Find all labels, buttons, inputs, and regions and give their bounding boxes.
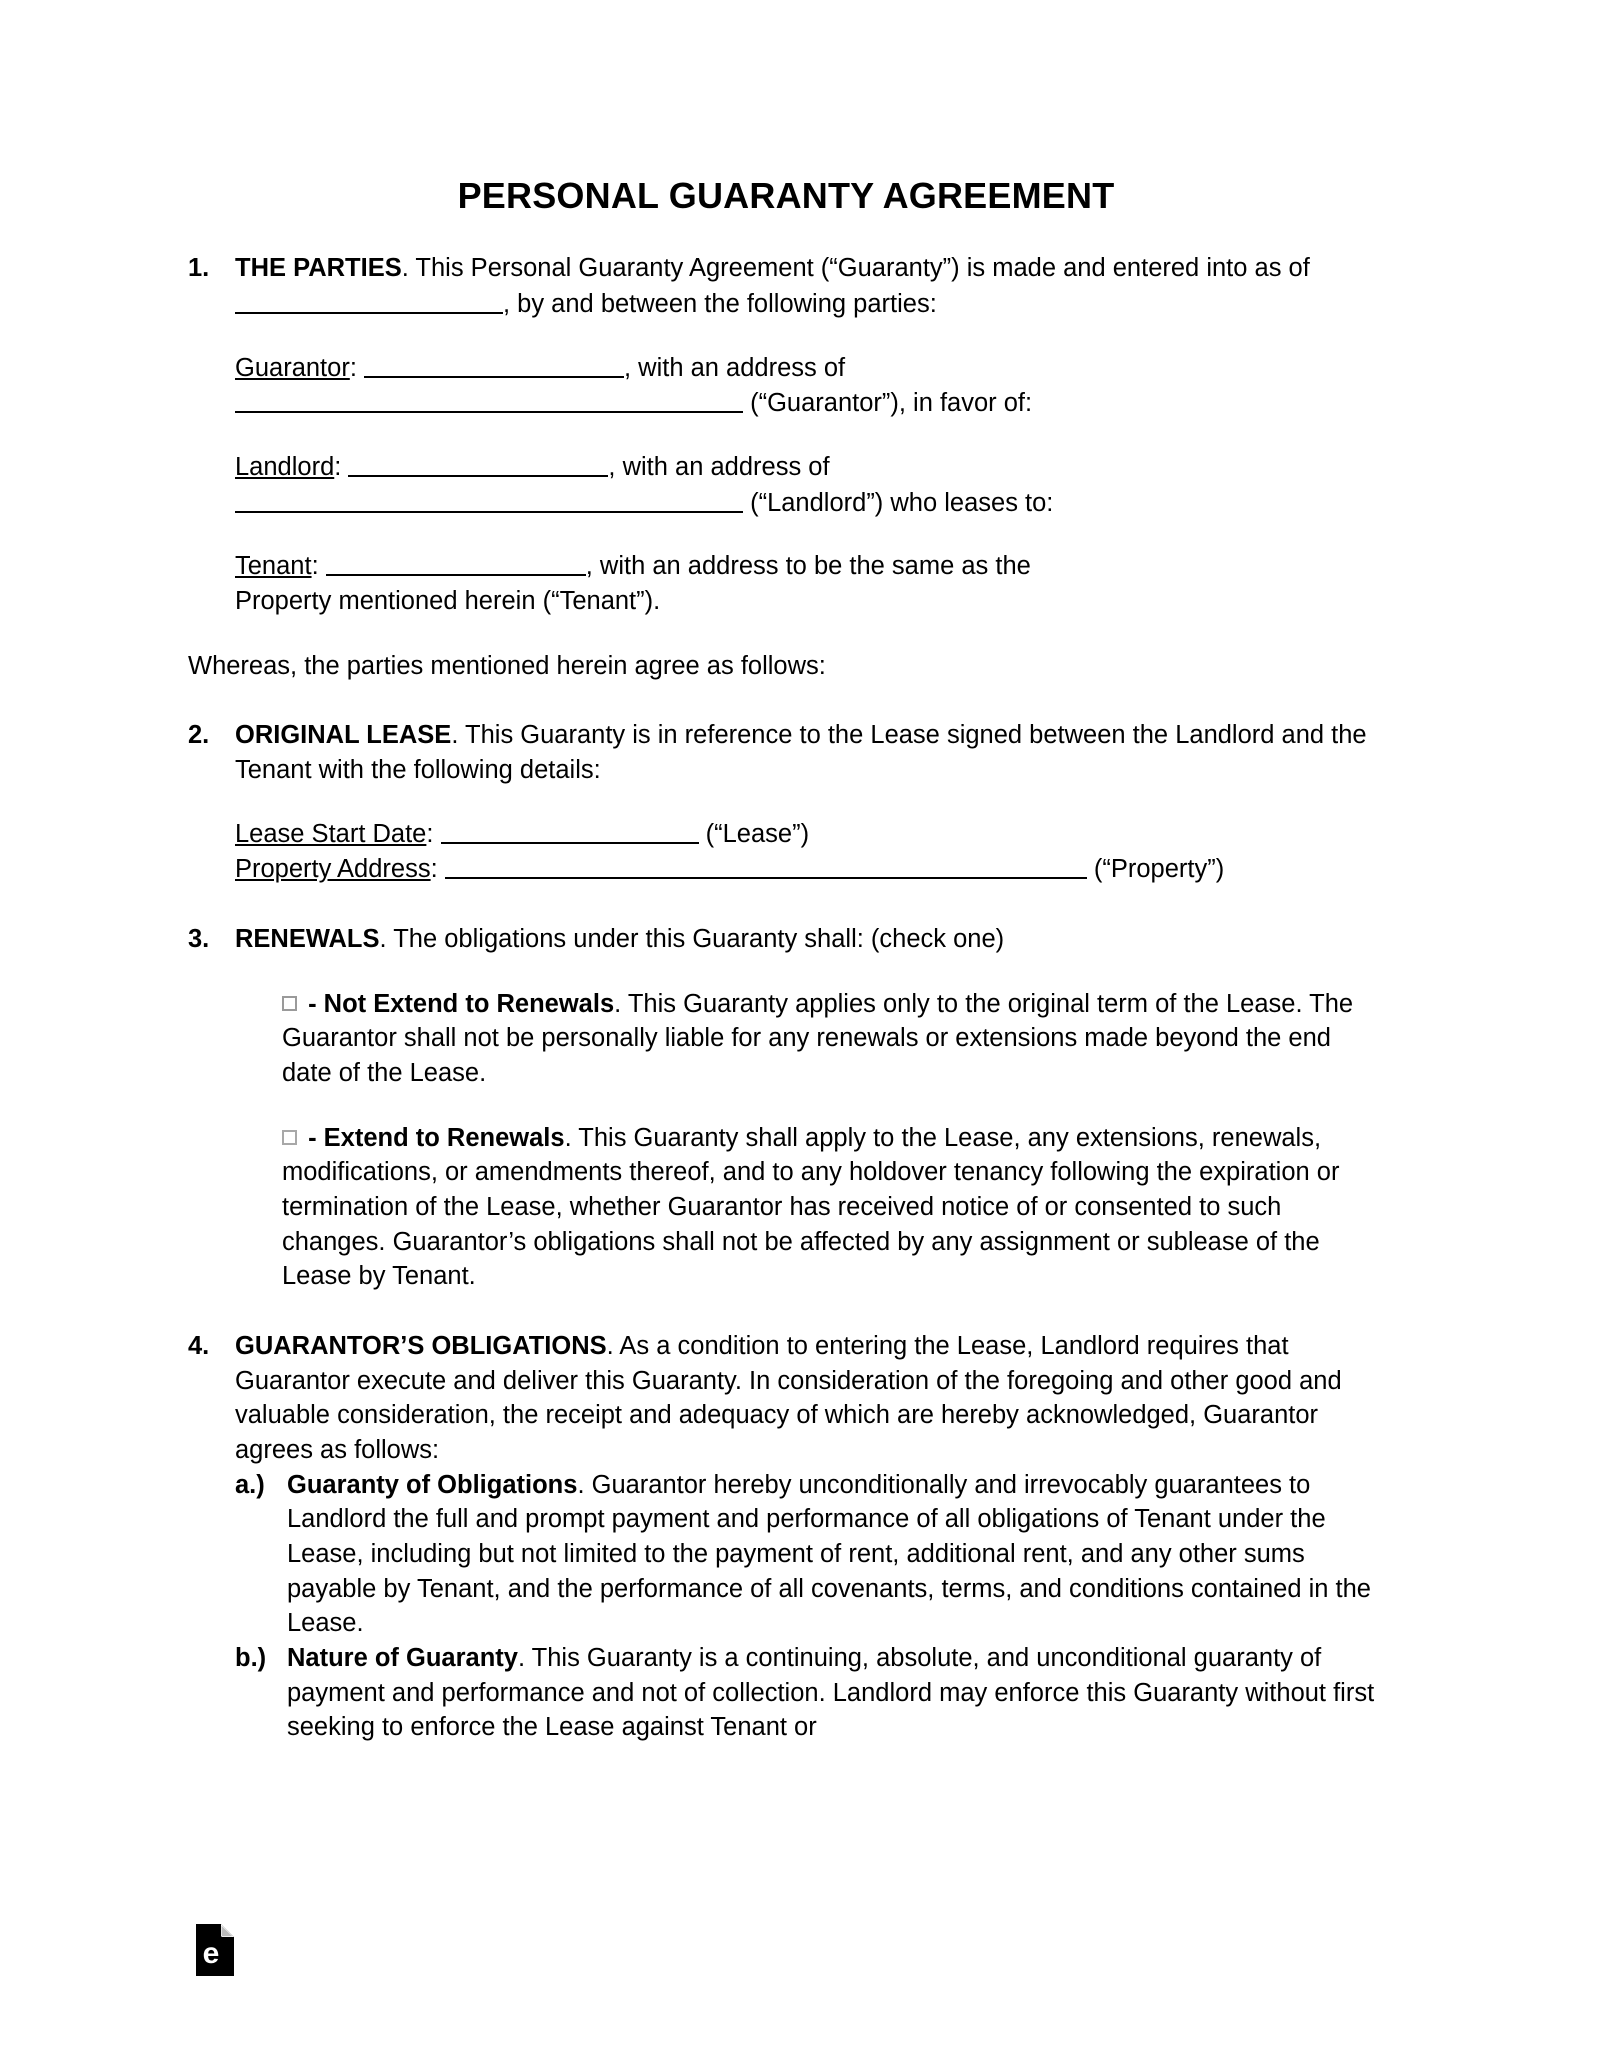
renewal-option-2-text: . This Guaranty shall apply to the Lease, any extensions, renewals, modifications, or amendments thereof, and to any holdover tenancy following the expiration or termination of the Lease, whether Guarantor has received notice of or consented to such changes. Guarantor’s obligations shall not be affected by any assignment or sublease of the Lease by Tenant. xyxy=(282,1123,1340,1291)
section-3-intro: . The obligations under this Guaranty shall: (check one) xyxy=(379,925,1005,954)
obligation-a-title: Guaranty of Obligations xyxy=(287,1470,578,1499)
renewal-option-2-label: - Extend to Renewals xyxy=(308,1123,565,1152)
section-3-heading: RENEWALS xyxy=(235,925,380,954)
obligation-a-text: . Guarantor hereby unconditionally and irrevocably guarantees to Landlord the full and prompt payment and performance of all obligations of Tenant under the Lease, including but not limited to the payment of rent, additional rent, and any other sums payable by Tenant, and the performance of all covenants, terms, and conditions contained in the Lease. xyxy=(287,1470,1371,1638)
obligation-a-body xyxy=(287,1468,1384,1641)
property-address-label: Property Address xyxy=(235,855,431,884)
guarantor-block: Guarantor: , with an address of (“Guarantor”), in favor of: xyxy=(235,350,1384,421)
section-4-body xyxy=(235,1329,1384,1468)
section-number-2: 2. xyxy=(188,721,210,750)
renewal-option-extend[interactable] xyxy=(282,1121,1384,1294)
obligation-item-a xyxy=(235,1468,1384,1641)
checkbox-icon-extend[interactable] xyxy=(282,1130,297,1145)
agreement-date-blank[interactable] xyxy=(235,286,503,314)
obligation-b-title: Nature of Guaranty xyxy=(287,1644,518,1673)
section-2-intro: . This Guaranty is in reference to the Lease signed between the Landlord and the Tenant with the following details: xyxy=(235,721,1367,785)
section-1-intro-a: . This Personal Guaranty Agreement (“Guaranty”) is made and entered into as of xyxy=(401,254,1310,283)
landlord-mid-text: , with an address of xyxy=(608,453,830,481)
obligation-item-b xyxy=(235,1641,1384,1745)
eforms-logo xyxy=(196,1924,234,1976)
renewal-option-1-label: - Not Extend to Renewals xyxy=(308,989,615,1018)
guarantor-tail-text: (“Guarantor”), in favor of: xyxy=(743,389,1033,418)
obligation-letter-a: a.) xyxy=(235,1470,265,1499)
section-guarantors-obligations xyxy=(188,1329,1384,1468)
whereas-statement: Whereas, the parties mentioned herein agree as follows: xyxy=(188,651,826,680)
property-address-tail: (“Property”) xyxy=(1086,855,1225,884)
tenant-name-blank[interactable] xyxy=(326,548,586,576)
obligation-b-body xyxy=(287,1641,1384,1745)
tenant-block: Tenant: , with an address to be the same as the Property mentioned herein (“Tenant”). xyxy=(235,548,1384,618)
tenant-mid-text: , with an address to be the same as the xyxy=(585,552,1031,581)
section-renewals xyxy=(188,922,1384,957)
renewal-option-not-extend[interactable] xyxy=(282,987,1384,1091)
lease-start-date-tail: (“Lease”) xyxy=(698,819,810,848)
section-4-intro: . As a condition to entering the Lease, Landlord requires that Guarantor execute and deliver this Guaranty. In consideration of the foregoing and other good and valuable consideration, the receipt and adequacy of which are hereby acknowledged, Guarantor agrees as follows: xyxy=(235,1332,1342,1465)
lease-details-block: Lease Start Date: (“Lease”) Property Address: (“Property”) xyxy=(235,816,1384,887)
obligation-item-a-row xyxy=(188,1468,1384,1745)
landlord-address-blank[interactable] xyxy=(235,485,743,513)
section-number-3: 3. xyxy=(188,925,210,954)
guarantor-address-blank[interactable] xyxy=(235,385,743,413)
lease-start-date-blank[interactable] xyxy=(441,816,699,844)
section-1-body xyxy=(235,251,1384,321)
section-1-heading: THE PARTIES xyxy=(235,254,402,283)
logo-letter: e xyxy=(202,1937,220,1970)
section-the-parties xyxy=(188,251,1384,321)
obligation-letter-b: b.) xyxy=(235,1644,267,1673)
section-3-body xyxy=(235,922,1384,957)
section-4-heading: GUARANTOR’S OBLIGATIONS xyxy=(235,1332,607,1361)
section-2-body xyxy=(235,718,1384,787)
obligation-b-text: . This Guaranty is a continuing, absolute, and unconditional guaranty of payment and performance and not of collection. Landlord may enforce this Guaranty without first seeking to enforce the Lease against Tenant or xyxy=(287,1644,1375,1742)
landlord-tail-text: (“Landlord”) who leases to: xyxy=(743,488,1054,517)
tenant-tail-text: Property mentioned herein (“Tenant”). xyxy=(235,587,661,616)
landlord-name-blank[interactable] xyxy=(348,449,608,477)
guarantor-label: Guarantor xyxy=(235,353,350,382)
section-2-heading: ORIGINAL LEASE xyxy=(235,721,452,750)
section-1-intro-b: , by and between the following parties: xyxy=(503,289,937,318)
property-address-blank[interactable] xyxy=(445,851,1087,879)
lease-start-date-label: Lease Start Date xyxy=(235,819,427,848)
section-number-1: 1. xyxy=(188,254,210,283)
tenant-label: Tenant xyxy=(235,552,312,581)
guarantor-name-blank[interactable] xyxy=(364,350,624,378)
landlord-block: Landlord: , with an address of (“Landlord”) who leases to: xyxy=(235,449,1384,520)
landlord-label: Landlord xyxy=(235,453,335,481)
document-content xyxy=(188,0,1384,1745)
section-number-4: 4. xyxy=(188,1332,210,1361)
guarantor-mid-text: , with an address of xyxy=(623,353,846,382)
section-original-lease xyxy=(188,718,1384,787)
page-title: PERSONAL GUARANTY AGREEMENT xyxy=(457,175,1115,216)
renewal-option-1-text: . This Guaranty applies only to the original term of the Lease. The Guarantor shall not be personally liable for any renewals or extensions made beyond the end date of the Lease. xyxy=(282,989,1354,1088)
checkbox-icon-not-extend[interactable] xyxy=(282,996,297,1011)
